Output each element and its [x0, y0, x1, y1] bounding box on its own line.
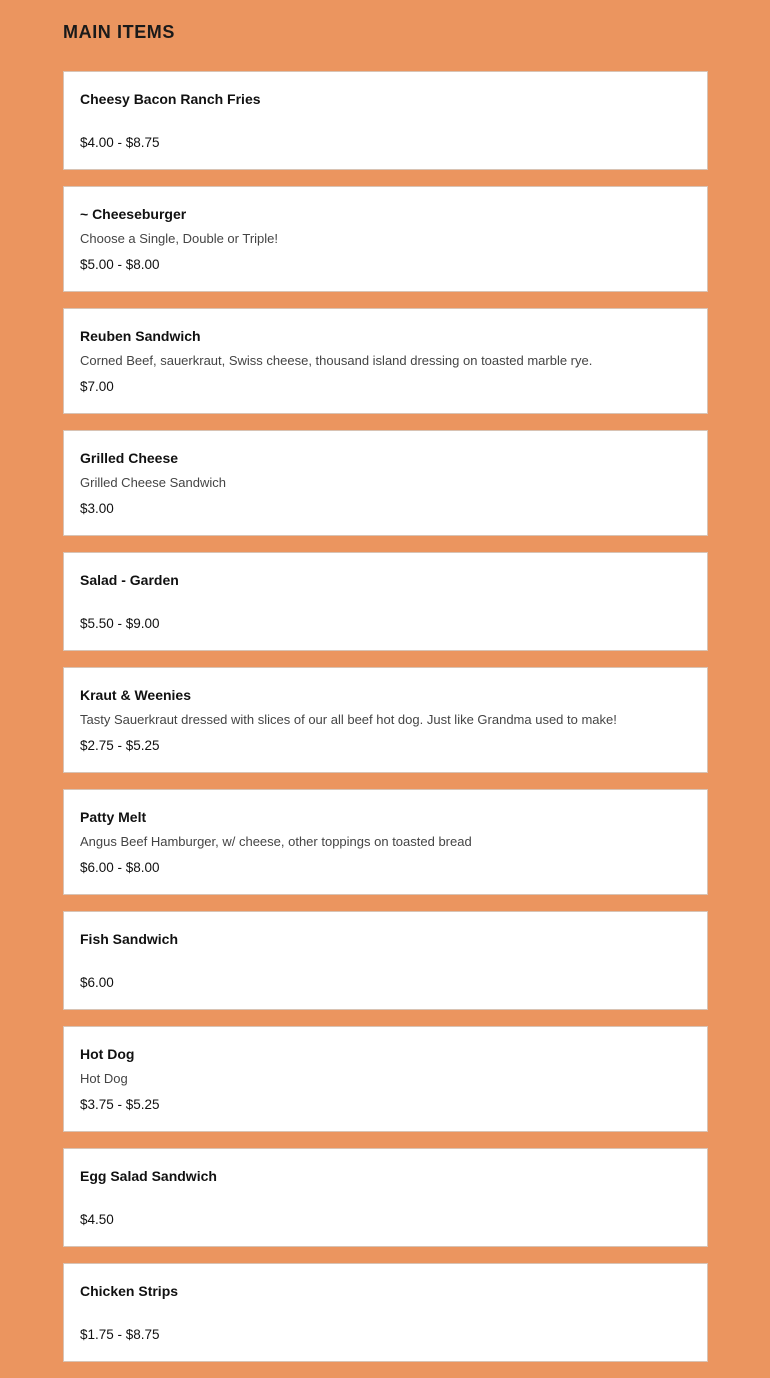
menu-item-name: Chicken Strips [80, 1283, 179, 1299]
menu-item-name: Salad - Garden [80, 572, 179, 588]
menu-item-name: Reuben Sandwich [80, 328, 201, 344]
menu-item-description [80, 1307, 691, 1318]
menu-item-description: Angus Beef Hamburger, w/ cheese, other toppings on toasted bread [80, 834, 472, 849]
menu-item-price: $6.00 - $8.00 [80, 860, 160, 875]
menu-item-name: Egg Salad Sandwich [80, 1168, 217, 1184]
menu-item-card[interactable] [63, 186, 708, 292]
menu-item-description: Grilled Cheese Sandwich [80, 475, 226, 490]
menu-item-card[interactable] [63, 308, 708, 414]
menu-item-card[interactable] [63, 552, 708, 651]
menu-item-price: $1.75 - $8.75 [80, 1327, 160, 1342]
menu-item-card[interactable] [63, 1026, 708, 1132]
menu-item-name: Hot Dog [80, 1046, 135, 1062]
menu-item-card[interactable] [63, 1148, 708, 1247]
menu-item-name: Patty Melt [80, 809, 147, 825]
menu-item-name: Fish Sandwich [80, 931, 179, 947]
menu-item-name: ~ Cheeseburger [80, 206, 187, 222]
menu-item-price: $4.50 [80, 1212, 114, 1227]
menu-item-price: $3.75 - $5.25 [80, 1097, 160, 1112]
menu-item-name: Kraut & Weenies [80, 687, 191, 703]
menu-item-card[interactable] [63, 911, 708, 1010]
menu-item-card[interactable] [63, 1263, 708, 1362]
section-title: MAIN ITEMS [63, 22, 175, 42]
menu-item-description [80, 1192, 691, 1203]
menu-item-price: $3.00 [80, 501, 114, 516]
menu-item-description: Hot Dog [80, 1071, 128, 1086]
menu-item-card[interactable] [63, 667, 708, 773]
menu-item-card[interactable] [63, 430, 708, 536]
menu-item-price: $2.75 - $5.25 [80, 738, 160, 753]
menu-item-card[interactable] [63, 789, 708, 895]
menu-item-description: Corned Beef, sauerkraut, Swiss cheese, thousand island dressing on toasted marble rye. [80, 353, 593, 368]
menu-item-description [80, 955, 691, 966]
menu-item-description [80, 596, 691, 607]
menu-item-name: Cheesy Bacon Ranch Fries [80, 91, 261, 107]
menu-item-price: $6.00 [80, 975, 114, 990]
menu-item-price: $5.50 - $9.00 [80, 616, 160, 631]
menu-item-name: Grilled Cheese [80, 450, 179, 466]
menu-item-card[interactable] [63, 71, 708, 170]
menu-item-description: Tasty Sauerkraut dressed with slices of our all beef hot dog. Just like Grandma used to make! [80, 712, 617, 727]
menu-item-price: $5.00 - $8.00 [80, 257, 160, 272]
menu-list [63, 71, 708, 1378]
menu-item-price: $4.00 - $8.75 [80, 135, 160, 150]
menu-item-description [80, 115, 691, 126]
menu-item-price: $7.00 [80, 379, 114, 394]
menu-item-description: Choose a Single, Double or Triple! [80, 231, 279, 246]
